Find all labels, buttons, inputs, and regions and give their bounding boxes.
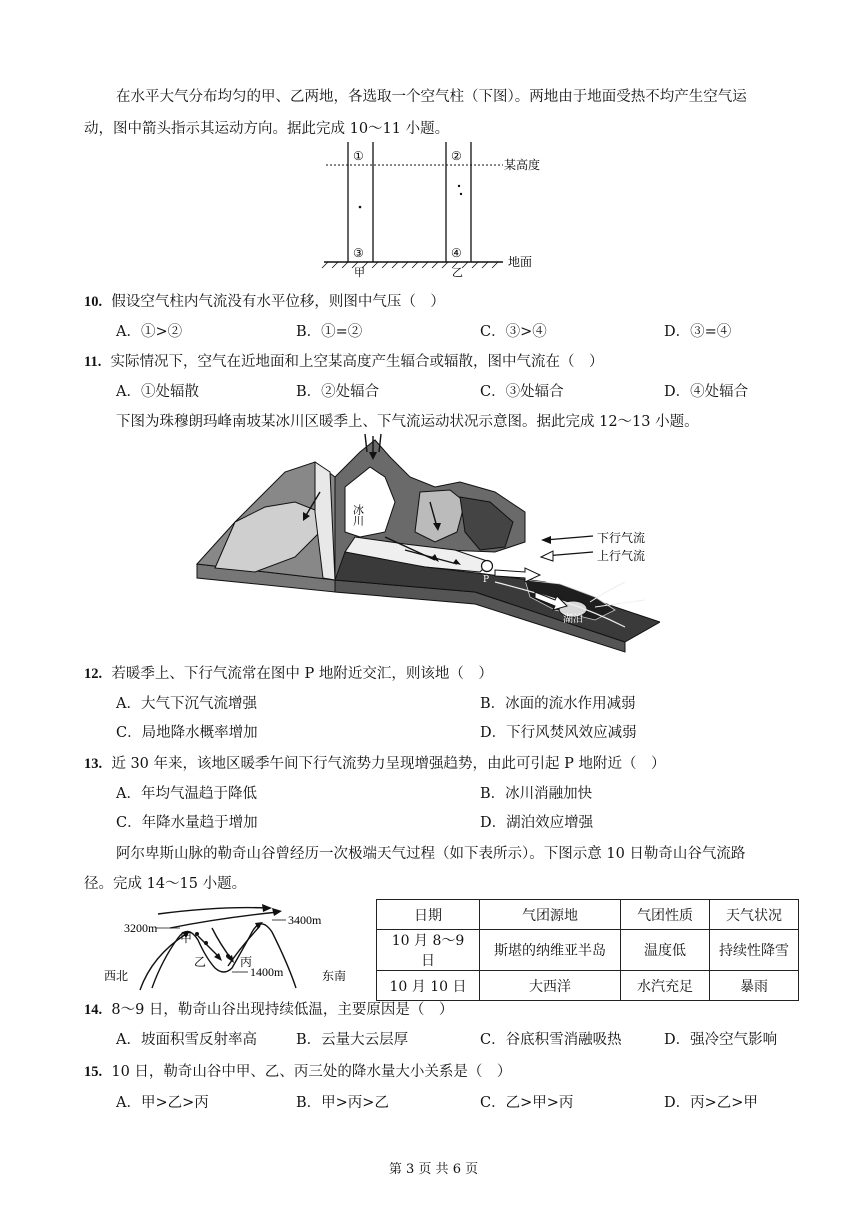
question-13 [84, 752, 665, 773]
mark-3: ③ [353, 246, 364, 260]
direction-southeast: 东南 [322, 969, 347, 983]
q11-option-c[interactable]: C．③处辐合 [480, 384, 564, 400]
question-14-stem: 8～9 日，勒奇山谷出现持续低温，主要原因是（ ） [111, 1002, 454, 1018]
height-label: 某高度 [504, 158, 541, 172]
q10-option-b[interactable]: B．①=② [296, 324, 363, 340]
table-cell: 10 月 8～9 日 [377, 930, 480, 971]
mark-4: ④ [451, 246, 462, 260]
height-1400m: 1400m [250, 965, 284, 979]
table-header: 气团性质 [621, 900, 710, 930]
intro-12-13: 下图为珠穆朗玛峰南坡某冰川区暖季上、下气流运动状况示意图。据此完成 12～13 小题。 [116, 414, 699, 430]
air-column-figure [318, 138, 548, 278]
q10-option-a[interactable]: A．①>② [116, 324, 183, 340]
q11-option-a[interactable]: A．①处辐散 [116, 384, 199, 400]
lake-label: 湖泊 [563, 614, 583, 625]
question-11 [84, 350, 604, 371]
intro-10-11-line1: 在水平大气分布均匀的甲、乙两地，各选取一个空气柱（下图）。两地由于地面受热不均产生空气运 [116, 89, 747, 105]
question-12-number: 12. [84, 666, 103, 682]
valley-airflow-figure [100, 898, 362, 994]
river-label: 河流 [613, 592, 635, 605]
question-10-number: 10. [84, 294, 103, 310]
question-11-stem: 实际情况下，空气在近地面和上空某高度产生辐合或辐散，图中气流在（ ） [110, 354, 604, 370]
q11-option-d[interactable]: D．④处辐合 [664, 384, 749, 400]
height-3200m: 3200m [124, 921, 158, 935]
q11-option-b[interactable]: B．②处辐合 [296, 384, 380, 400]
q13-option-a[interactable]: A．年均气温趋于降低 [116, 786, 257, 802]
table-cell: 斯堪的纳维亚半岛 [480, 930, 621, 971]
glacier-label: 冰川 [351, 504, 365, 526]
question-10-stem: 假设空气柱内气流没有水平位移，则图中气压（ ） [111, 294, 445, 310]
height-3400m: 3400m [288, 913, 322, 927]
table-cell: 暴雨 [710, 971, 799, 1001]
legend-upflow: 上行气流 [597, 549, 646, 563]
table-header: 天气状况 [710, 900, 799, 930]
q12-option-d[interactable]: D．下行风焚风效应减弱 [480, 725, 637, 741]
point-p-label: P [483, 575, 490, 585]
question-15-number: 15. [84, 1064, 103, 1080]
ground-label: 地面 [508, 255, 533, 269]
intro-10-11-line2: 动，图中箭头指示其运动方向。据此完成 10～11 小题。 [84, 121, 450, 137]
q14-option-d[interactable]: D．强冷空气影响 [664, 1032, 778, 1048]
q12-option-b[interactable]: B．冰面的流水作用减弱 [480, 696, 636, 712]
table-header-row [377, 900, 799, 930]
table-header: 日期 [377, 900, 480, 930]
table-cell: 持续性降雪 [710, 930, 799, 971]
question-15 [84, 1060, 511, 1081]
q10-option-c[interactable]: C．③>④ [480, 324, 547, 340]
q13-option-c[interactable]: C．年降水量趋于增加 [116, 815, 258, 831]
location-jia: 甲 [354, 266, 365, 278]
table-header: 气团源地 [480, 900, 621, 930]
q14-option-b[interactable]: B．云量大云层厚 [296, 1032, 409, 1048]
site-bing: 丙 [240, 955, 253, 969]
question-13-stem: 近 30 年来，该地区暖季午间下行气流势力呈现增强趋势，由此可引起 P 地附近（ ） [111, 756, 666, 772]
q14-option-c[interactable]: C．谷底积雪消融吸热 [480, 1032, 622, 1048]
intro-14-15-line2: 径。完成 14～15 小题。 [84, 876, 247, 892]
q12-option-c[interactable]: C．局地降水概率增加 [116, 725, 258, 741]
intro-14-15-line1: 阿尔卑斯山脉的勒奇山谷曾经历一次极端天气过程（如下表所示）。下图示意 10 日勒奇山谷气流路 [116, 846, 746, 862]
q14-option-a[interactable]: A．坡面积雪反射率高 [116, 1032, 257, 1048]
q10-option-d[interactable]: D．③=④ [664, 324, 732, 340]
table-row [377, 971, 799, 1001]
table-cell: 10 月 10 日 [377, 971, 480, 1001]
site-yi: 乙 [194, 955, 207, 969]
q15-option-a[interactable]: A．甲>乙>丙 [116, 1095, 209, 1111]
table-row [377, 930, 799, 971]
table-cell: 大西洋 [480, 971, 621, 1001]
site-jia: 甲 [180, 931, 193, 945]
question-15-stem: 10 日，勒奇山谷中甲、乙、丙三处的降水量大小关系是（ ） [111, 1064, 512, 1080]
question-12 [84, 662, 493, 683]
weather-table [376, 899, 799, 1001]
location-yi: 乙 [452, 266, 463, 278]
table-cell: 水汽充足 [621, 971, 710, 1001]
q13-option-b[interactable]: B．冰川消融加快 [480, 786, 593, 802]
question-10 [84, 290, 445, 311]
page-footer: 第 3 页 共 6 页 [388, 1162, 479, 1177]
point-p-marker [482, 561, 493, 572]
question-13-number: 13. [84, 756, 103, 772]
question-14-number: 14. [84, 1002, 103, 1018]
question-14 [84, 998, 453, 1019]
table-cell: 温度低 [621, 930, 710, 971]
legend-downflow: 下行气流 [597, 531, 646, 545]
q15-option-d[interactable]: D．丙>乙>甲 [664, 1095, 758, 1111]
mark-1: ① [353, 149, 364, 163]
q13-option-d[interactable]: D．湖泊效应增强 [480, 815, 594, 831]
q15-option-b[interactable]: B．甲>丙>乙 [296, 1095, 389, 1111]
glacier-airflow-figure [195, 432, 660, 654]
question-12-stem: 若暖季上、下行气流常在图中 P 地附近交汇，则该地（ ） [111, 666, 493, 682]
q15-option-c[interactable]: C．乙>甲>丙 [480, 1095, 574, 1111]
q12-option-a[interactable]: A．大气下沉气流增强 [116, 696, 257, 712]
direction-northwest: 西北 [104, 969, 129, 983]
question-11-number: 11. [84, 354, 102, 370]
mark-2: ② [451, 149, 462, 163]
